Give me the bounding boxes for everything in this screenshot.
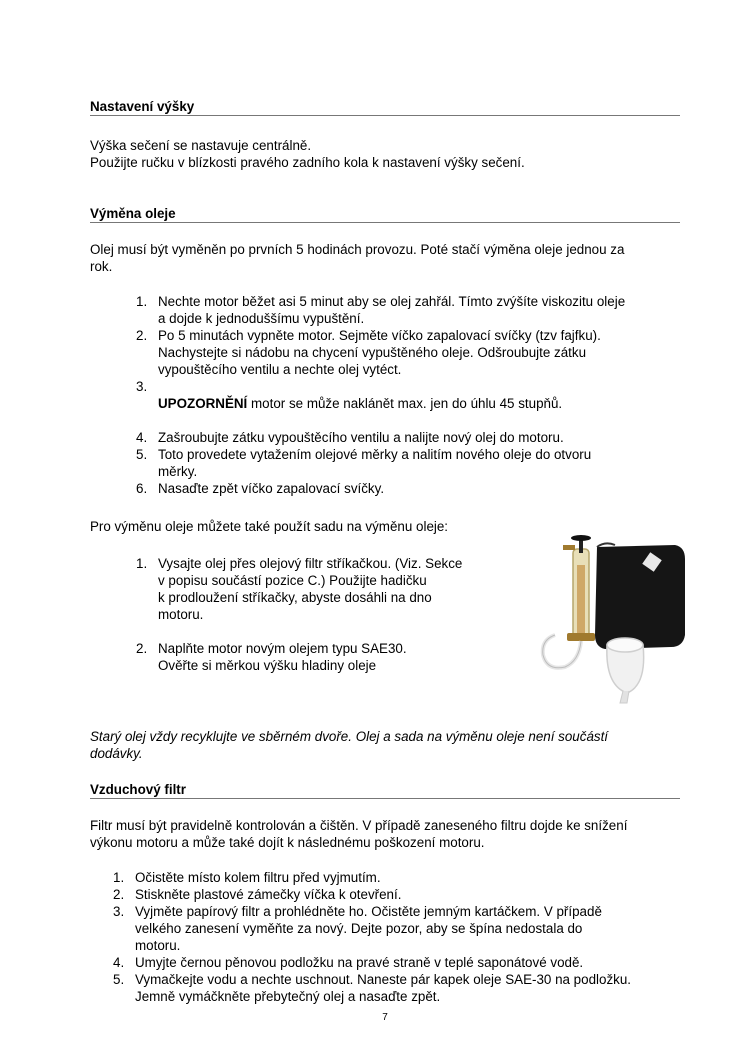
heading-height-setting: Nastavení výšky	[90, 98, 680, 116]
list-number: 2.	[136, 641, 148, 656]
text-line: Naplňte motor novým olejem typu SAE30.	[158, 641, 407, 656]
list-number: 4.	[136, 430, 148, 445]
list-item	[113, 869, 713, 886]
oil-change-steps	[136, 293, 706, 497]
kit-intro: Pro výměnu oleje můžete také použít sadu na výměnu oleje:	[90, 519, 449, 534]
list-item	[113, 954, 713, 971]
list-item	[136, 446, 706, 480]
list-number: 6.	[136, 481, 148, 496]
list-number: 4.	[113, 955, 125, 970]
list-number: 1.	[136, 556, 148, 571]
list-number: 3.	[113, 904, 125, 919]
list-item	[136, 555, 526, 623]
text-line: Výška sečení se nastavuje centrálně.	[90, 138, 312, 153]
text-line: Nasaďte zpět víčko zapalovací svíčky.	[158, 481, 385, 496]
warning-label: UPOZORNĚNÍ	[158, 396, 248, 411]
text-line: Nechte motor běžet asi 5 minut aby se olej zahřál. Tímto zvýšíte viskozitu oleje	[158, 294, 626, 309]
text-line: a dojde k jednoduššímu vypuštění.	[158, 311, 365, 326]
text-line: Očistěte místo kolem filtru před vyjmutím.	[135, 870, 381, 885]
heading-air-filter: Vzduchový filtr	[90, 781, 680, 799]
list-number: 3.	[136, 379, 148, 394]
text-line: Starý olej vždy recyklujte ve sběrném dvoře. Olej a sada na výměnu oleje není součástí	[90, 729, 609, 744]
text-line: Stiskněte plastové zámečky víčka k otevření.	[135, 887, 402, 902]
filter-intro-paragraph	[90, 817, 700, 851]
text-line: Vysajte olej přes olejový filtr stříkačkou. (Viz. Sekce	[158, 556, 463, 571]
text-line: vypouštěcího ventilu a nechte olej vytéct.	[158, 362, 402, 377]
text-line: Olej musí být vyměněn po prvních 5 hodinách provozu. Poté stačí výměna oleje jednou za	[90, 242, 625, 257]
heading-oil-change: Výměna oleje	[90, 205, 680, 223]
list-item	[136, 327, 706, 378]
text-line: k prodloužení stříkačky, abyste dosáhli na dno	[158, 590, 432, 605]
text-line: Po 5 minutách vypněte motor. Sejměte víčko zapalovací svíčky (tzv fajfku).	[158, 328, 601, 343]
text-line: Ověřte si měrkou výšku hladiny oleje	[158, 658, 377, 673]
text-line: Vyjměte papírový filtr a prohlédněte ho. Očistěte jemným kartáčkem. V případě	[135, 904, 602, 919]
list-number: 1.	[136, 294, 148, 309]
text-line: výkonu motoru a může také dojít k následnému poškození motoru.	[90, 835, 485, 850]
list-number: 5.	[136, 447, 148, 462]
page-number: 7	[382, 1012, 388, 1023]
text-line: Jemně vymáčkněte přebytečný olej a nasaďte zpět.	[135, 989, 441, 1004]
text-line: Použijte ručku v blízkosti pravého zadního kola k nastavení výšky sečení.	[90, 155, 525, 170]
text-line: Toto provedete vytažením olejové měrky a nalitím nového oleje do otvoru	[158, 447, 592, 462]
list-item	[136, 378, 706, 412]
oil-intro-paragraph	[90, 241, 700, 275]
warning-line	[158, 395, 706, 412]
text-line: Zašroubujte zátku vypouštěcího ventilu a nalijte nový olej do motoru.	[158, 430, 564, 445]
text-line: motoru.	[135, 938, 181, 953]
oil-kit-steps	[136, 555, 526, 674]
list-item	[113, 903, 713, 954]
text-line: dodávky.	[90, 746, 143, 761]
text-line: velkého zanesení vyměňte za nový. Dejte pozor, aby se špína nedostala do	[135, 921, 583, 936]
warning-text: motor se může naklánět max. jen do úhlu 45 stupňů.	[247, 396, 563, 411]
list-number: 5.	[113, 972, 125, 987]
list-item	[113, 971, 713, 1005]
text-line: Umyjte černou pěnovou podložku na pravé straně v teplé saponátové vodě.	[135, 955, 584, 970]
list-item	[136, 293, 706, 327]
list-number: 1.	[113, 870, 125, 885]
height-paragraph	[90, 137, 700, 171]
list-item	[136, 429, 706, 446]
list-number: 2.	[113, 887, 125, 902]
oil-kit-photo	[535, 535, 695, 705]
text-line: měrky.	[158, 464, 198, 479]
text-line: Filtr musí být pravidelně kontrolován a čištěn. V případě zaneseného filtru dojde ke snížení	[90, 818, 628, 833]
list-number: 2.	[136, 328, 148, 343]
air-filter-steps	[113, 869, 713, 1005]
text-line: Vymačkejte vodu a nechte uschnout. Naneste pár kapek oleje SAE-30 na podložku.	[135, 972, 632, 987]
text-line: rok.	[90, 259, 113, 274]
list-item	[136, 480, 706, 497]
text-line: v popisu součástí pozice C.) Použijte hadičku	[158, 573, 427, 588]
text-line: Nachystejte si nádobu na chycení vypuštěného oleje. Odšroubujte zátku	[158, 345, 587, 360]
recycle-note	[90, 728, 700, 762]
list-item	[113, 886, 713, 903]
list-item	[136, 640, 526, 674]
text-line: motoru.	[158, 607, 204, 622]
